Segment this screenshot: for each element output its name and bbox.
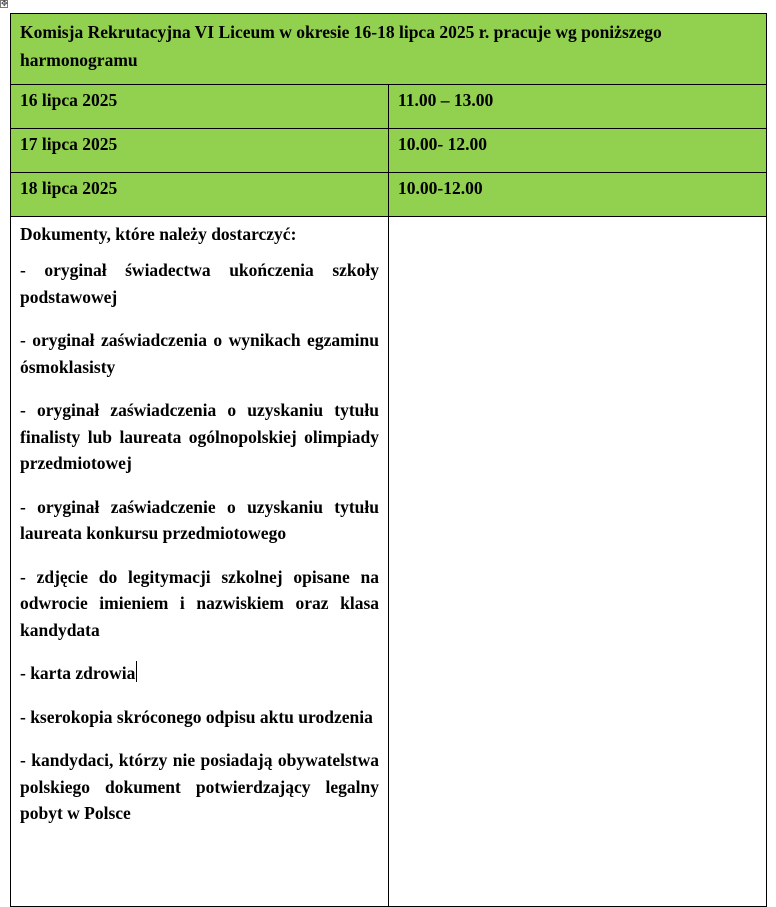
schedule-hours: 10.00- 12.00: [389, 129, 767, 173]
document-item: - oryginał świadectwa ukończenia szkoły podstawowej: [20, 260, 379, 307]
document-item: - zdjęcie do legitymacji szkolnej opisane na odwrocie imieniem i nazwiskiem oraz klasa kandydata: [20, 566, 379, 640]
document-item: - oryginał zaświadczenia o uzyskaniu tytułu finalisty lub laureata ogólnopolskiej olimpiady przedmiotowej: [20, 400, 379, 473]
schedule-date: 18 lipca 2025: [11, 173, 389, 217]
schedule-hours: 10.00-12.00: [389, 173, 767, 217]
schedule-row: [11, 85, 767, 129]
document-item: - karta zdrowia: [20, 663, 136, 683]
text-cursor: [136, 661, 137, 682]
schedule-row: [11, 129, 767, 173]
documents-cell[interactable]: [11, 217, 389, 907]
document-item: - kserokopia skróconego odpisu aktu urodzenia: [20, 706, 373, 727]
document-item: - kandydaci, którzy nie posiadają obywatelstwa polskiego dokument potwierdzający legalny pobyt w Polsce: [20, 750, 379, 823]
header-title: Komisja Rekrutacyjna VI Liceum w okresie 16-18 lipca 2025 r. pracuje wg poniższego harmonogramu: [11, 14, 767, 85]
schedule-hours: 11.00 – 13.00: [389, 85, 767, 129]
header-row: [11, 14, 767, 85]
empty-cell[interactable]: [389, 217, 767, 907]
documents-title: Dokumenty, które należy dostarczyć:: [20, 224, 297, 244]
schedule-date: 16 lipca 2025: [11, 85, 389, 129]
documents-row: [11, 217, 767, 907]
document-item: - oryginał zaświadczenia o wynikach egzaminu ósmoklasisty: [20, 330, 379, 377]
document-item-with-caret: [20, 660, 379, 687]
schedule-date: 17 lipca 2025: [11, 129, 389, 173]
document-item: - oryginał zaświadczenie o uzyskaniu tytułu laureata konkursu przedmiotowego: [20, 496, 379, 543]
table-move-handle-icon[interactable]: ✥: [1, 0, 8, 8]
schedule-row: [11, 173, 767, 217]
schedule-table: [10, 13, 767, 907]
